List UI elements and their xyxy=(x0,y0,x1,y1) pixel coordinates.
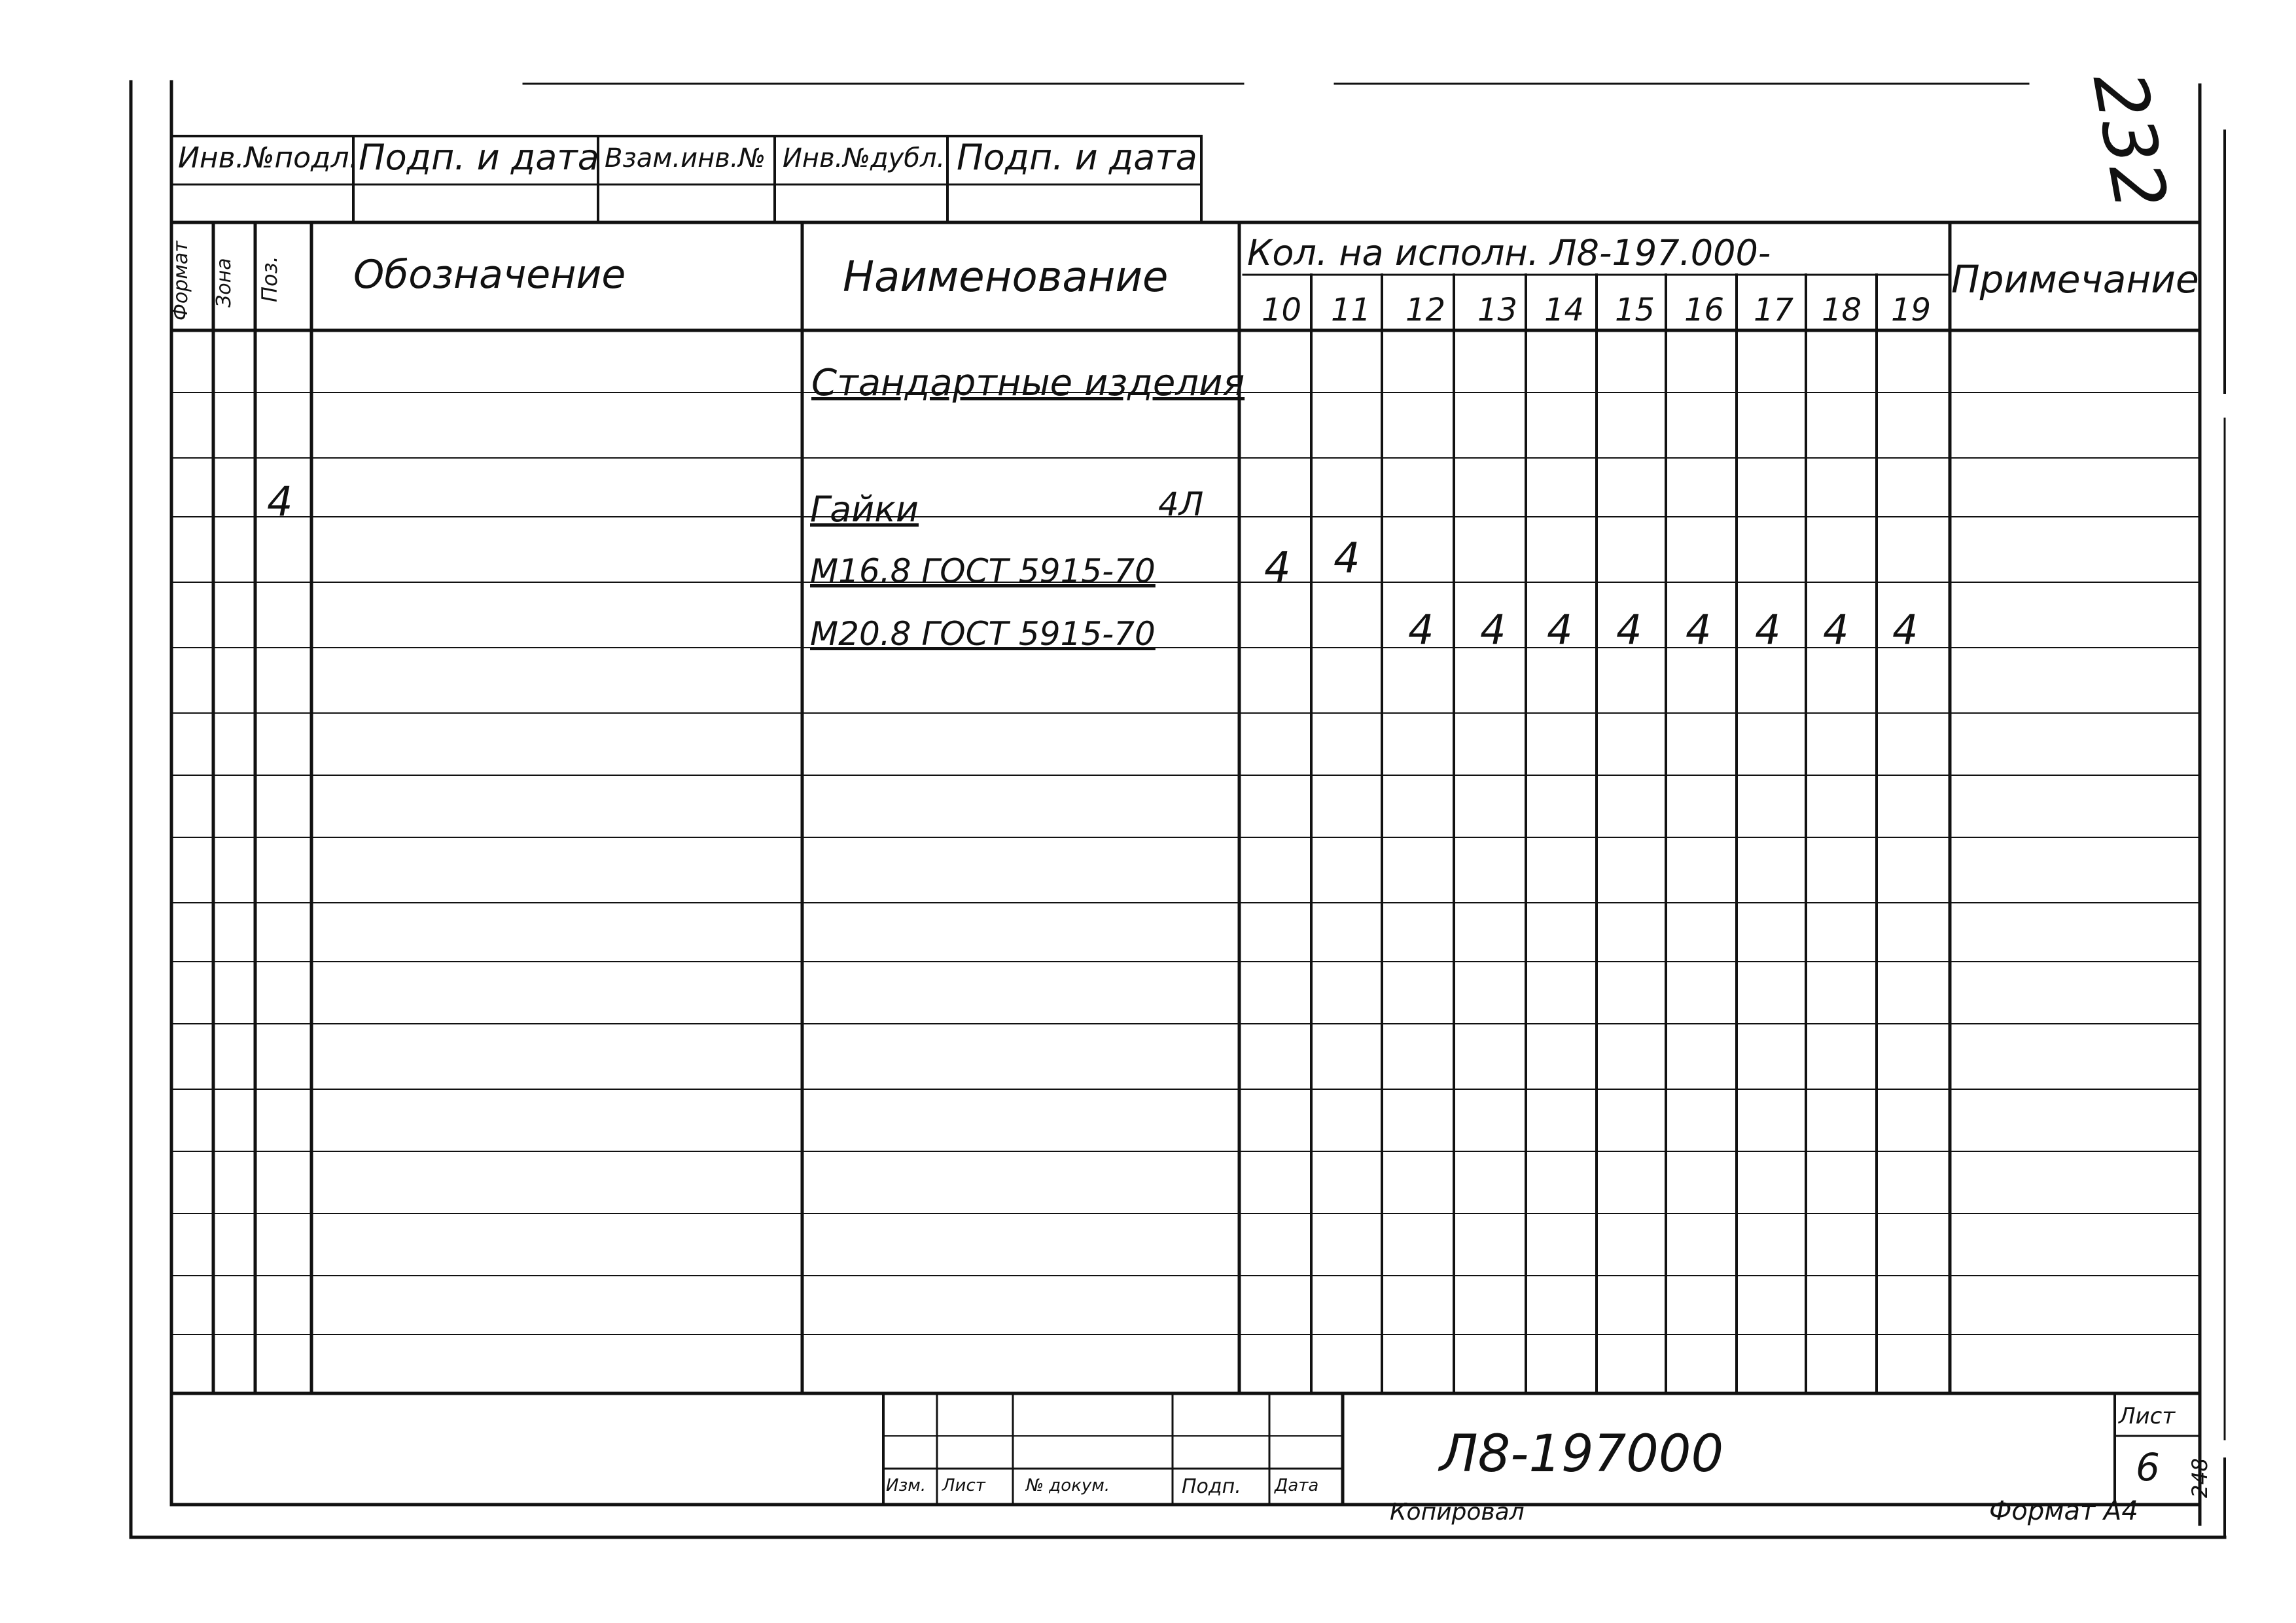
row-3-qty-17: 4 xyxy=(1755,606,1781,654)
row-1-pos: 4 xyxy=(267,478,293,525)
row-3-qty-19: 4 xyxy=(1892,606,1918,654)
page-number-handwritten: 232 xyxy=(2076,65,2183,216)
variant-16: 16 xyxy=(1684,292,1725,328)
stamp-podp-data-1: Подп. и дата xyxy=(359,137,599,178)
tb-col-ndokum: № докум. xyxy=(1026,1476,1110,1495)
variant-18: 18 xyxy=(1822,292,1862,328)
row-3-qty-18: 4 xyxy=(1823,606,1849,654)
variant-14: 14 xyxy=(1544,292,1585,328)
header-format: Формат xyxy=(169,241,192,321)
variant-11: 11 xyxy=(1331,292,1371,328)
variant-15: 15 xyxy=(1615,292,1655,328)
format-label: Формат А4 xyxy=(1989,1496,2138,1526)
doc-number: Л8-197000 xyxy=(1439,1425,1724,1484)
row-3-qty-13: 4 xyxy=(1480,606,1506,654)
variant-10: 10 xyxy=(1262,292,1302,328)
row-1-name: Гайки xyxy=(810,489,919,530)
header-designation: Обозначение xyxy=(353,252,626,298)
variant-13: 13 xyxy=(1477,292,1518,328)
side-mark: 248 xyxy=(2187,1457,2212,1498)
variant-19: 19 xyxy=(1891,292,1932,328)
row-3-qty-12: 4 xyxy=(1408,606,1434,654)
header-notes: Примечание xyxy=(1951,257,2199,302)
header-name: Наименование xyxy=(843,253,1169,302)
row-3-qty-14: 4 xyxy=(1547,606,1573,654)
tb-col-izm: Изм. xyxy=(886,1476,927,1495)
header-qty-group: Кол. на исполн. Л8-197.000- xyxy=(1247,232,1771,273)
sheet-number: 6 xyxy=(2136,1445,2160,1490)
row-3-qty-15: 4 xyxy=(1616,606,1642,654)
header-pos: Поз. xyxy=(257,256,282,302)
copied-by: Копировал xyxy=(1390,1499,1525,1526)
row-2-name: М16.8 ГОСТ 5915-70 xyxy=(810,552,1156,590)
stamp-inv-podl: Инв.№подл. xyxy=(178,141,359,175)
stamp-vzam-inv: Взам.инв.№ xyxy=(605,143,766,173)
row-1-mark: 4Л xyxy=(1158,485,1204,523)
variant-12: 12 xyxy=(1405,292,1446,328)
header-zone: Зона xyxy=(213,258,236,307)
section-title: Стандартные изделия xyxy=(811,362,1245,404)
row-2-qty-10: 4 xyxy=(1264,544,1291,592)
tb-col-podp: Подп. xyxy=(1182,1475,1241,1498)
tb-col-list: Лист xyxy=(942,1476,985,1495)
variant-17: 17 xyxy=(1754,292,1794,328)
sheet-label: Лист xyxy=(2119,1403,2176,1429)
row-2-qty-11: 4 xyxy=(1333,534,1360,583)
stamp-podp-data-2: Подп. и дата xyxy=(957,137,1197,178)
row-3-name: М20.8 ГОСТ 5915-70 xyxy=(810,615,1156,653)
tb-col-data: Дата xyxy=(1275,1476,1319,1495)
row-3-qty-16: 4 xyxy=(1686,606,1712,654)
stamp-inv-dubl: Инв.№дубл. xyxy=(783,143,945,173)
